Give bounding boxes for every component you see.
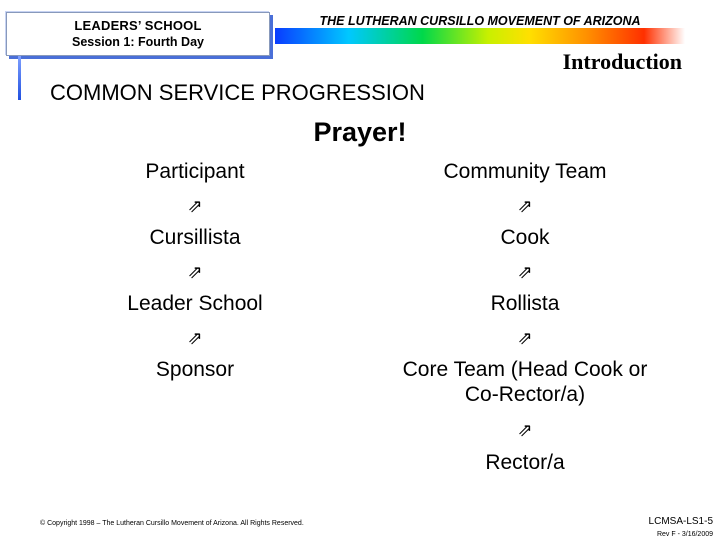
right-item-community-team: Community Team — [443, 160, 607, 183]
arrow-icon: ⇗ — [517, 328, 533, 348]
arrow-icon: ⇗ — [517, 262, 533, 282]
revision-label: Rev F - 3/16/2009 — [656, 531, 713, 538]
right-item-core-team-line2: Co-Rector/a) — [464, 383, 586, 406]
session-label: Session 1: Fourth Day — [72, 35, 204, 49]
page-subtitle: COMMON SERVICE PROGRESSION — [50, 80, 425, 105]
school-title: LEADERS’ SCHOOL — [74, 18, 202, 33]
arrow-icon: ⇗ — [187, 328, 203, 348]
rainbow-banner — [275, 28, 685, 44]
organization-title: THE LUTHERAN CURSILLO MOVEMENT OF ARIZONA — [319, 14, 641, 28]
header-title-box — [6, 12, 270, 56]
arrow-icon: ⇗ — [517, 420, 533, 440]
document-code: LCMSA-LS1-5 — [648, 516, 713, 527]
arrow-icon: ⇗ — [187, 196, 203, 216]
arrow-icon: ⇗ — [517, 196, 533, 216]
header-vertical-rule — [18, 56, 21, 100]
left-item-leader-school: Leader School — [127, 292, 263, 315]
left-item-cursillista: Cursillista — [149, 226, 241, 249]
left-item-participant: Participant — [145, 160, 245, 183]
section-title: Introduction — [562, 49, 682, 74]
copyright-notice: © Copyright 1998 – The Lutheran Cursillo Movement of Arizona. All Rights Reserved. — [40, 520, 304, 527]
right-item-core-team-line1: Core Team (Head Cook or — [402, 358, 648, 381]
right-item-cook: Cook — [500, 226, 550, 249]
arrow-icon: ⇗ — [187, 262, 203, 282]
prayer-heading: Prayer! — [313, 117, 407, 147]
left-item-sponsor: Sponsor — [155, 358, 235, 381]
right-item-rector: Rector/a — [485, 451, 565, 474]
right-item-rollista: Rollista — [490, 292, 560, 315]
